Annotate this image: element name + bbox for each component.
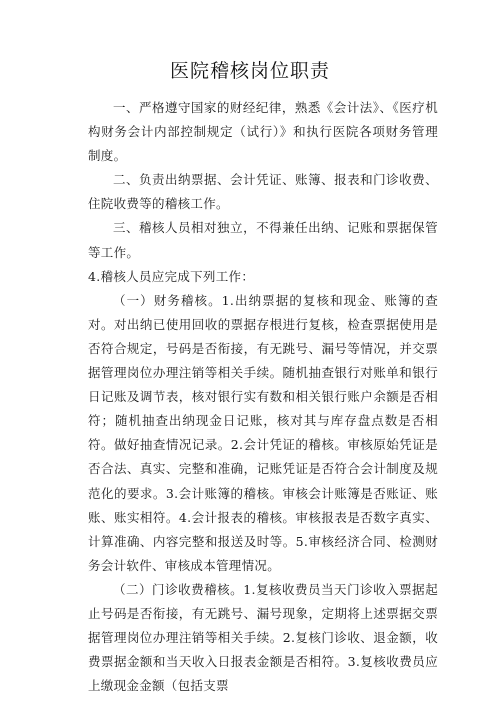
paragraph-2: 二、负责出纳票据、会计凭证、账簿、报表和门诊收费、住院收费等的稽核工作。 xyxy=(88,172,438,212)
document-title: 医院稽核岗位职责 xyxy=(169,60,330,82)
paragraph-4: 4.稽核人员应完成下列工作： xyxy=(88,268,255,284)
paragraph-1: 一、严格遵守国家的财经纪律，熟悉《会计法》、《医疗机构财务会计内部控制规定（试行）》和执行医院各项财务管理制度。 xyxy=(88,100,438,164)
paragraph-3: 三、稽核人员相对独立，不得兼任出纳、记账和票据保管等工作。 xyxy=(88,220,438,260)
paragraph-financial-audit: （一）财务稽核。1.出纳票据的复核和现金、账簿的查对。对出纳已使用回收的票据存根进行复核，检查票据使用是否符合规定，号码是否衔接，有无跳号、漏号等情况，并交票据管理岗位办理注销等相关手续。随机抽查银行对账单和银行日记账及调节表，核对银行实有数和相关银行账户余额是否相符；随机抽查出纳现金日记账，核对其与库存盘点数是否相符。做好抽查情况记录。2.会计凭证的稽核。审核原始凭证是否合法、真实、完整和准确，记账凭证是否符合会计制度及规范化的要求。3.会计账簿的稽核。审核会计账簿是否账证、账账、账实相符。4.会计报表的稽核。审核报表是否数字真实、计算准确、内容完整和报送及时等。5.审核经济合同、检测财务会计软件、审核成本管理情况。 xyxy=(88,292,438,573)
document-body xyxy=(88,96,438,698)
paragraph-outpatient-audit: （二）门诊收费稽核。1.复核收费员当天门诊收入票据起止号码是否衔接，有无跳号、漏号现象，定期将上述票据交票据管理岗位办理注销等相关手续。2.复核门诊收、退金额，收费票据金额和当天收入日报表金额是否相符。3.复核收费员应上缴现金金额（包括支票 xyxy=(88,581,438,694)
